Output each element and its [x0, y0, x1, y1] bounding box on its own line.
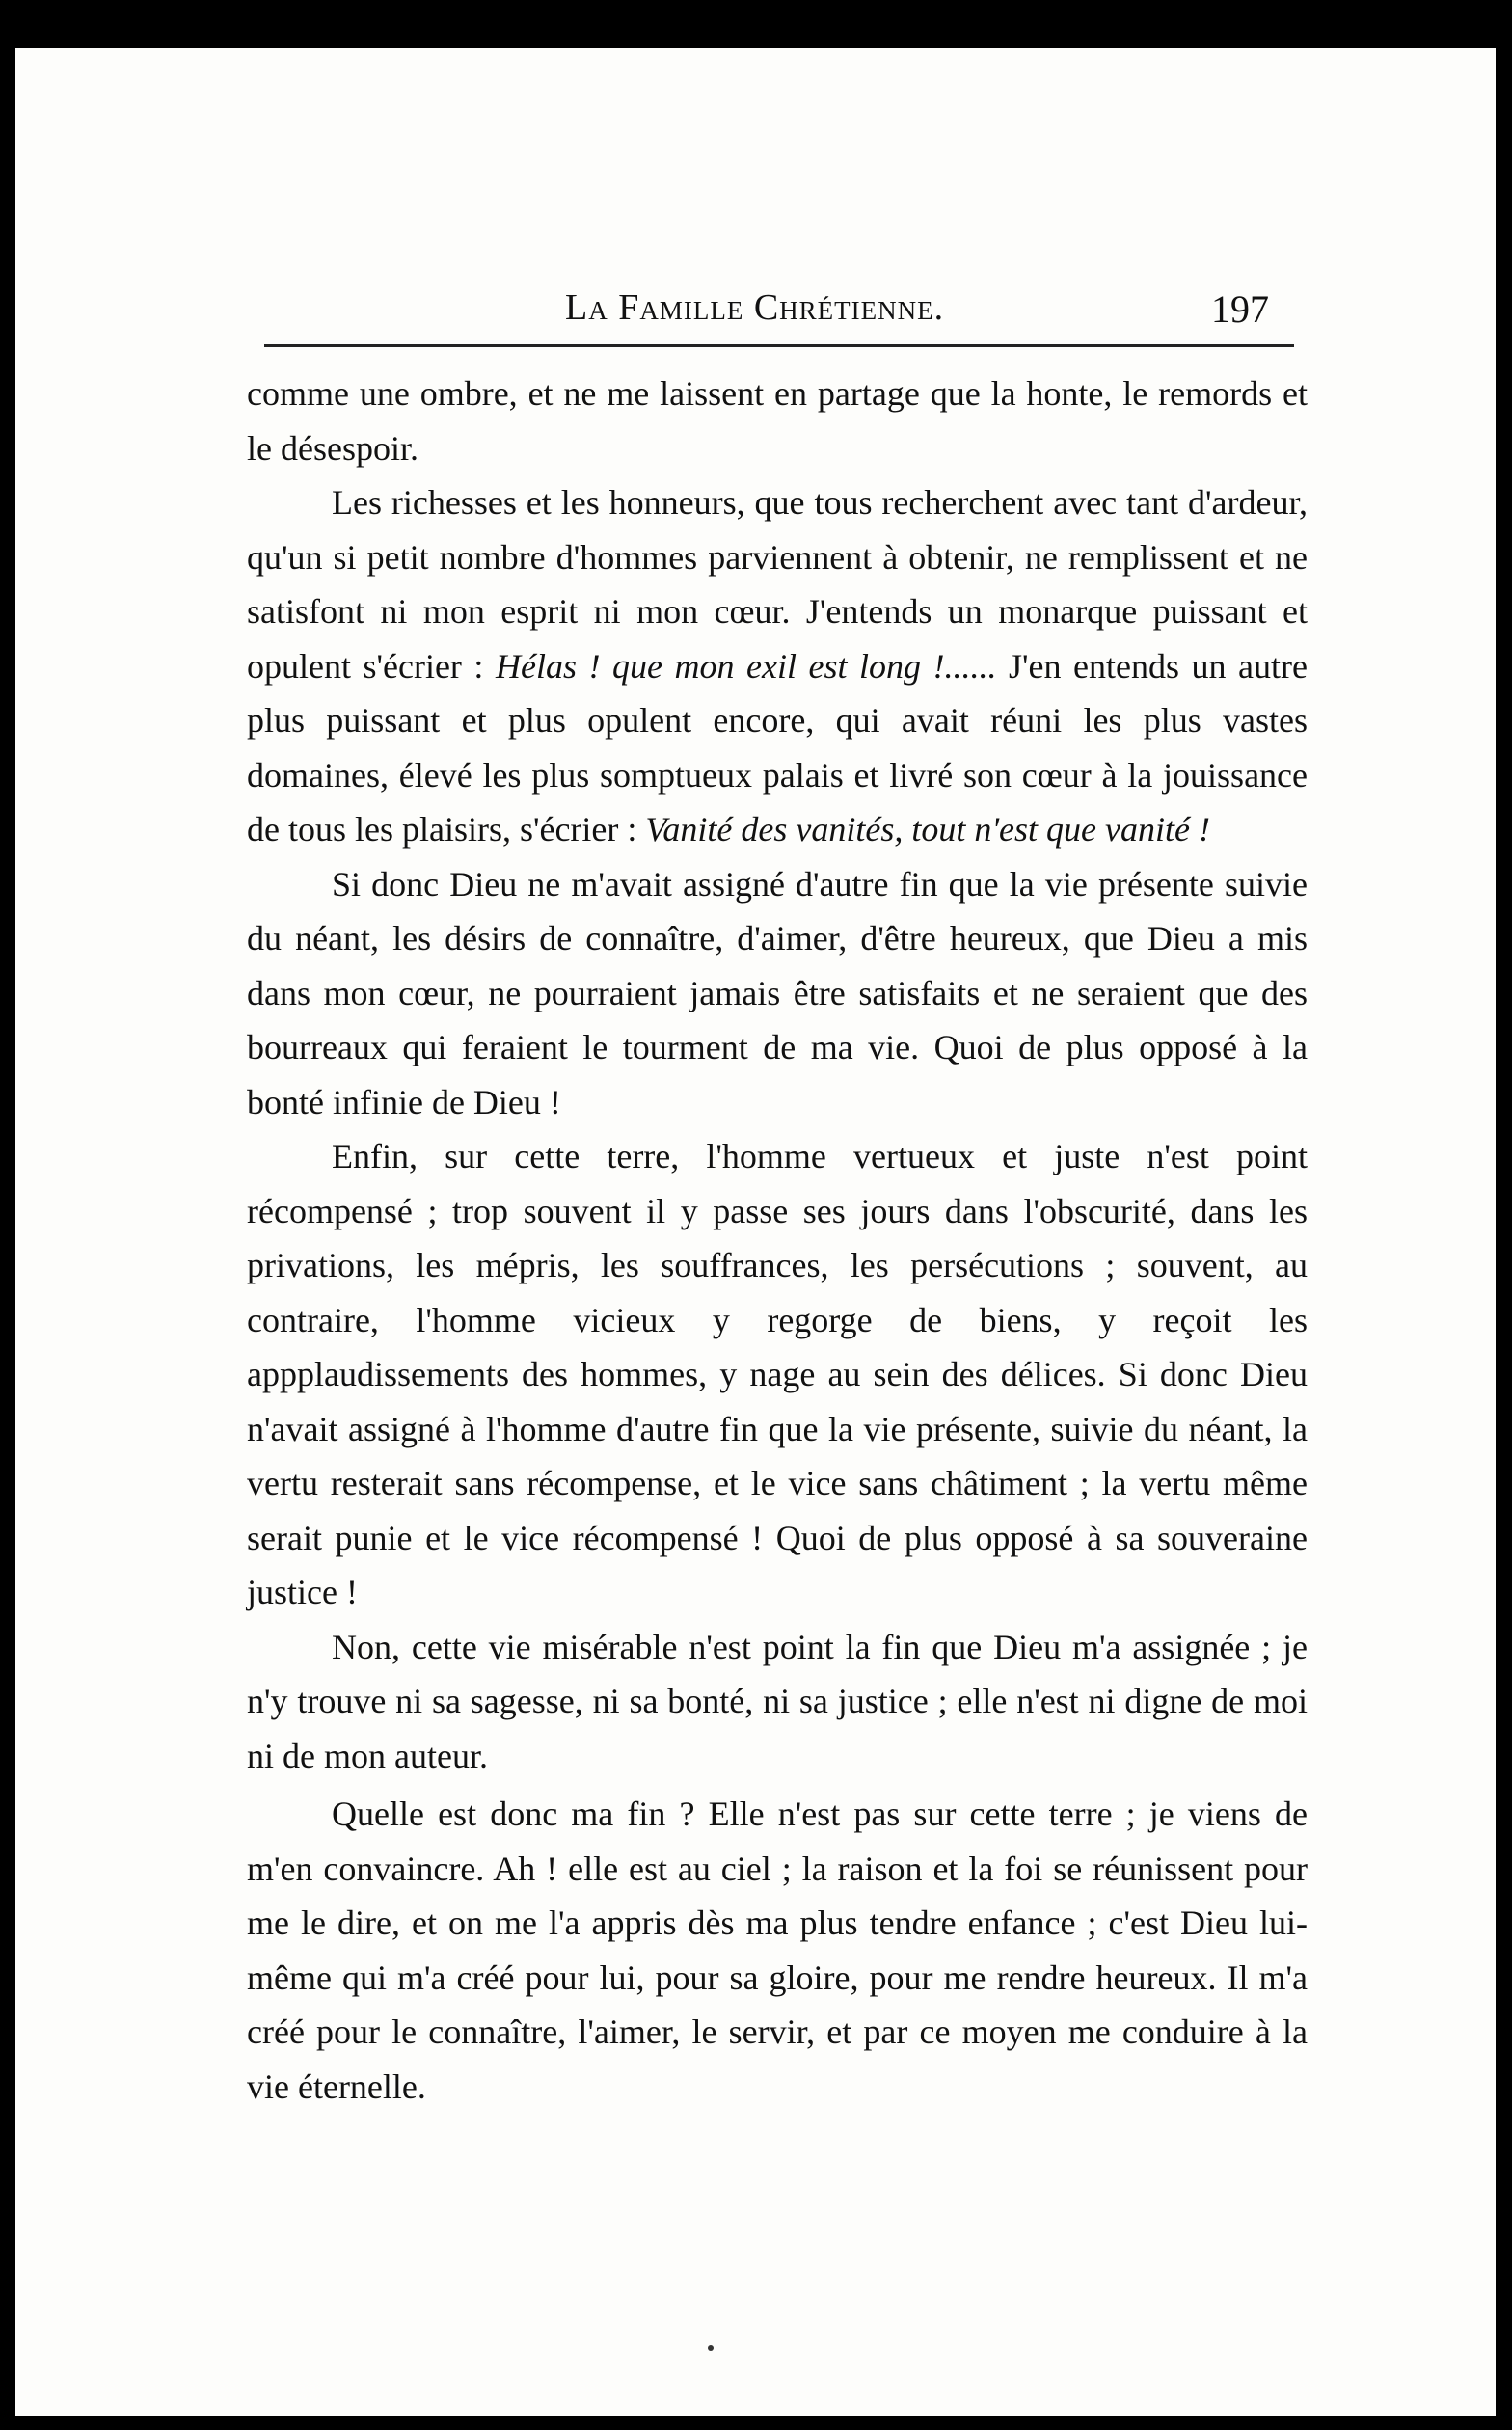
paragraph-4-text: Enfin, sur cette terre, l'homme vertueux et juste n'est point récompensé ; trop souvent il y passe ses jours dans l'obscurité, dans les privations, les mépris, les souffrances, les persécutions ; souvent, au contraire, l'homme vicieux y regorge de biens, y reçoit les appplaudissements des hommes, y nage au sein des délices. Si donc Dieu n'avait assigné à l'homme d'autre fin que la vie présente, suivie du néant, la vertu resterait sans récompense, et le vice sans châtiment ; la vertu même serait punie et le vice récompensé ! Quoi de plus opposé à sa souveraine justice !: [247, 1137, 1308, 1611]
quote-vanite: Vanité des vanités, tout n'est que vanité !: [645, 810, 1210, 849]
print-speck: [708, 2345, 714, 2351]
paragraph-1: [247, 366, 1308, 475]
paragraph-3-text: Si donc Dieu ne m'avait assigné d'autre fin que la vie présente suivie du néant, les désirs de connaître, d'aimer, d'être heureux, que Dieu a mis dans mon cœur, ne pourraient jamais être satisfaits et ne seraient que des bourreaux qui feraient le tourment de ma vie. Quoi de plus opposé à la bonté infinie de Dieu !: [247, 864, 1308, 1121]
paragraph-2-text: Les richesses et les honneurs, que tous recherchent avec tant d'ardeur, qu'un si petit nombre d'hommes parviennent à obtenir, ne remplissent et ne satisfont ni mon esprit ni mon cœur. J'entends un monarque puissant et opulent s'écrier :: [247, 483, 1308, 686]
body-text: [247, 366, 1308, 2114]
quote-helas: Hélas ! que mon exil est long !......: [495, 646, 997, 686]
paragraph-5: [247, 1620, 1308, 1784]
book-page: [15, 48, 1496, 2416]
paragraph-5-text: Non, cette vie misérable n'est point la fin que Dieu m'a assignée ; je n'y trouve ni sa sagesse, ni sa bonté, ni sa justice ; elle n'est ni digne de moi ni de mon auteur.: [247, 1627, 1308, 1775]
header-rule: [264, 344, 1294, 347]
paragraph-6-text: Quelle est donc ma fin ? Elle n'est pas sur cette terre ; je viens de m'en convaincre. Ah ! elle est au ciel ; la raison et la foi se réunissent pour me le dire, et on me l'a appris dès ma plus tendre enfance ; c'est Dieu lui-même qui m'a créé pour lui, pour sa gloire, pour me rendre heureux. Il m'a créé pour le connaître, l'aimer, le servir, et par ce moyen me conduire à la vie éternelle.: [247, 1795, 1308, 2106]
paragraph-2-text-cont: J'en entends un autre plus puissant et plus opulent encore, qui avait réuni les plus vastes domaines, élevé les plus somptueux palais et livré son cœur à la jouissance de tous les plaisirs, s'écrier :: [247, 646, 1308, 849]
paragraph-4: [247, 1129, 1308, 1620]
running-head-title: La Famille Chrétienne.: [565, 287, 945, 328]
paragraph-1-text: comme une ombre, et ne me laissent en partage que la honte, le remords et le désespoir.: [247, 374, 1308, 468]
paragraph-3: [247, 857, 1308, 1130]
page-number: 197: [1211, 287, 1269, 331]
paragraph-6: [247, 1787, 1308, 2114]
running-head: [15, 265, 1496, 342]
paragraph-2: [247, 475, 1308, 857]
